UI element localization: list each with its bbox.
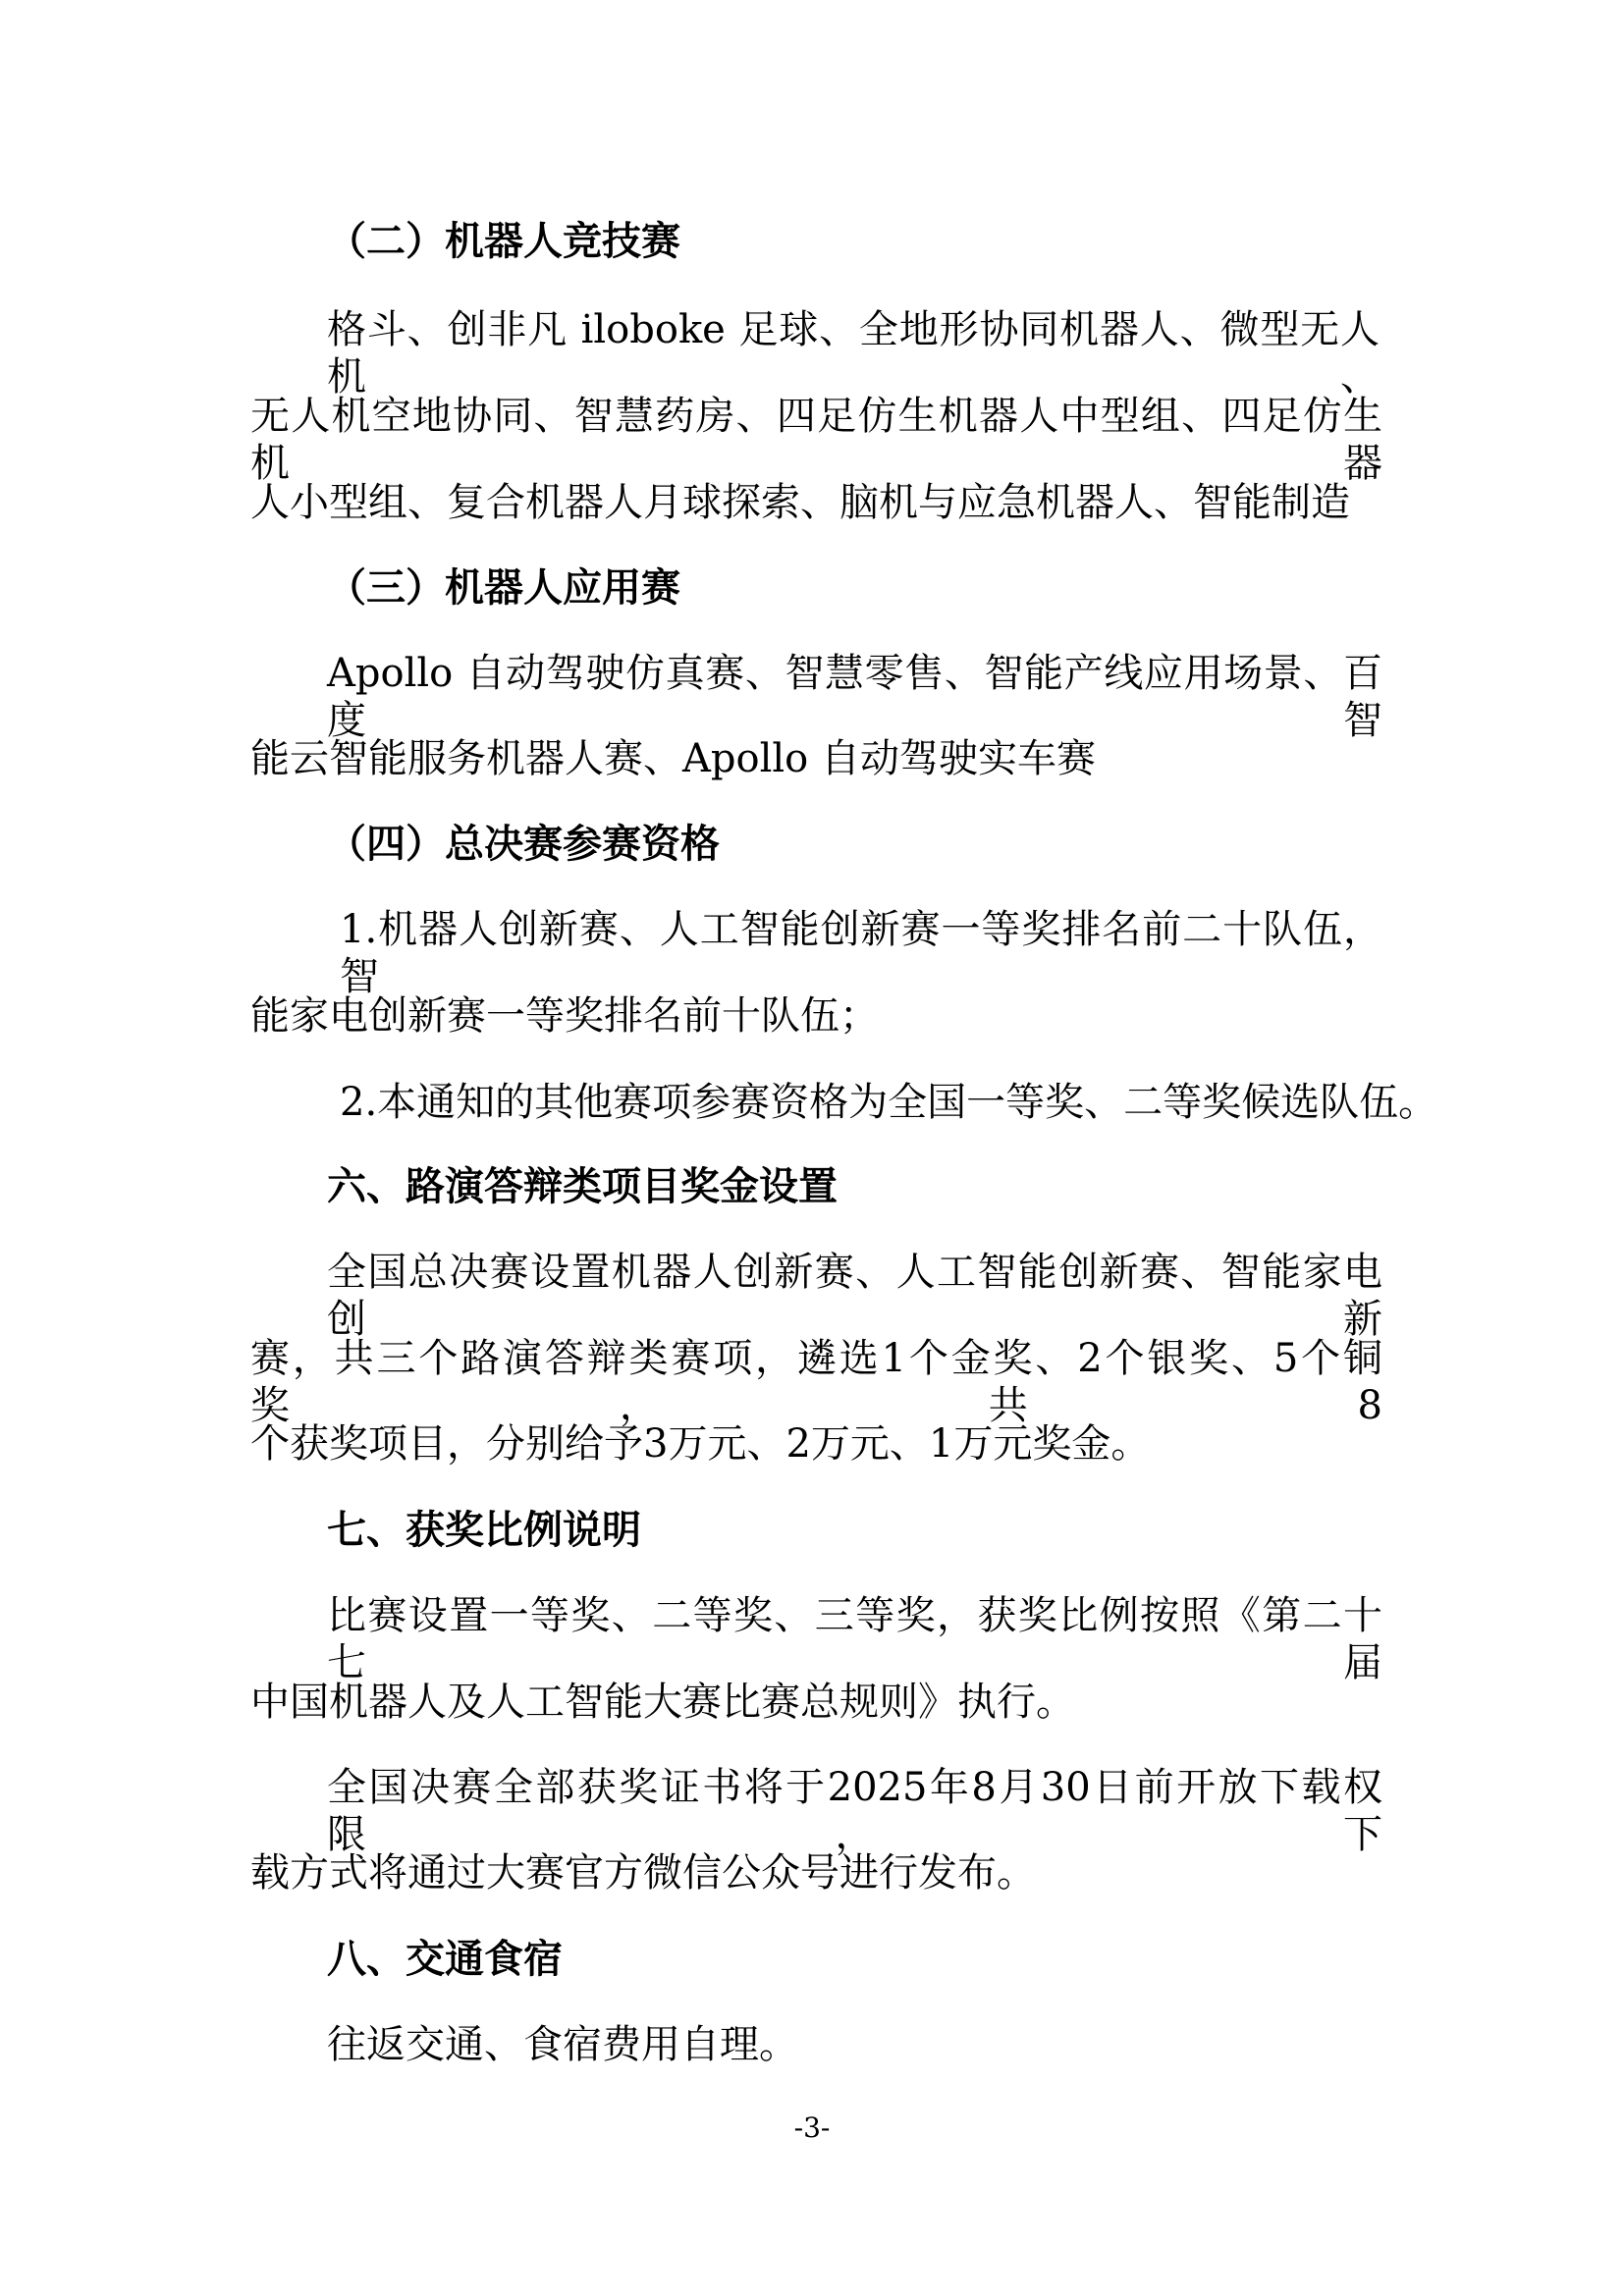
paragraph-line: 2.本通知的其他赛项参赛资格为全国一等奖、二等奖候选队伍。	[340, 1080, 1438, 1125]
paragraph-line: 1.机器人创新赛、人工智能创新赛一等奖排名前二十队伍，智	[340, 907, 1382, 999]
section-heading-award-ratio: 七、获奖比例说明	[327, 1507, 641, 1553]
section-heading-robot-application: （三）机器人应用赛	[327, 564, 680, 611]
paragraph-line: 往返交通、食宿费用自理。	[327, 2022, 798, 2067]
section-heading-roadshow-prize: 六、路演答辩类项目奖金设置	[327, 1163, 838, 1209]
page-number: -3-	[793, 2111, 831, 2144]
paragraph-line: 载方式将通过大赛官方微信公众号进行发布。	[250, 1850, 1036, 1896]
paragraph-line: 全国总决赛设置机器人创新赛、人工智能创新赛、智能家电创新	[327, 1250, 1382, 1342]
section-heading-finals-qualification: （四）总决赛参赛资格	[327, 821, 720, 867]
paragraph-line: Apollo 自动驾驶仿真赛、智慧零售、智能产线应用场景、百度智	[327, 651, 1382, 743]
paragraph-line: 人小型组、复合机器人月球探索、脑机与应急机器人、智能制造	[250, 480, 1350, 525]
paragraph-line: 个获奖项目，分别给予3万元、2万元、1万元奖金。	[250, 1421, 1151, 1467]
paragraph-line: 能家电创新赛一等奖排名前十队伍；	[250, 993, 879, 1039]
paragraph-line: 能云智能服务机器人赛、Apollo 自动驾驶实车赛	[250, 736, 1096, 781]
section-heading-robot-competition: （二）机器人竞技赛	[327, 218, 680, 264]
paragraph-line: 比赛设置一等奖、二等奖、三等奖，获奖比例按照《第二十七届	[327, 1593, 1382, 1685]
paragraph-line: 无人机空地协同、智慧药房、四足仿生机器人中型组、四足仿生机器	[250, 394, 1382, 486]
paragraph-line: 格斗、创非凡 iloboke 足球、全地形协同机器人、微型无人机、	[327, 307, 1380, 400]
paragraph-line: 全国决赛全部获奖证书将于2025年8月30日前开放下载权限，下	[327, 1765, 1382, 1857]
paragraph-line: 中国机器人及人工智能大赛比赛总规则》执行。	[250, 1680, 1075, 1725]
paragraph-line: 赛，共三个路演答辩类赛项，遴选1个金奖、2个银奖、5个铜奖，共8	[250, 1336, 1382, 1428]
section-heading-transport-accommodation: 八、交通食宿	[327, 1936, 563, 1982]
